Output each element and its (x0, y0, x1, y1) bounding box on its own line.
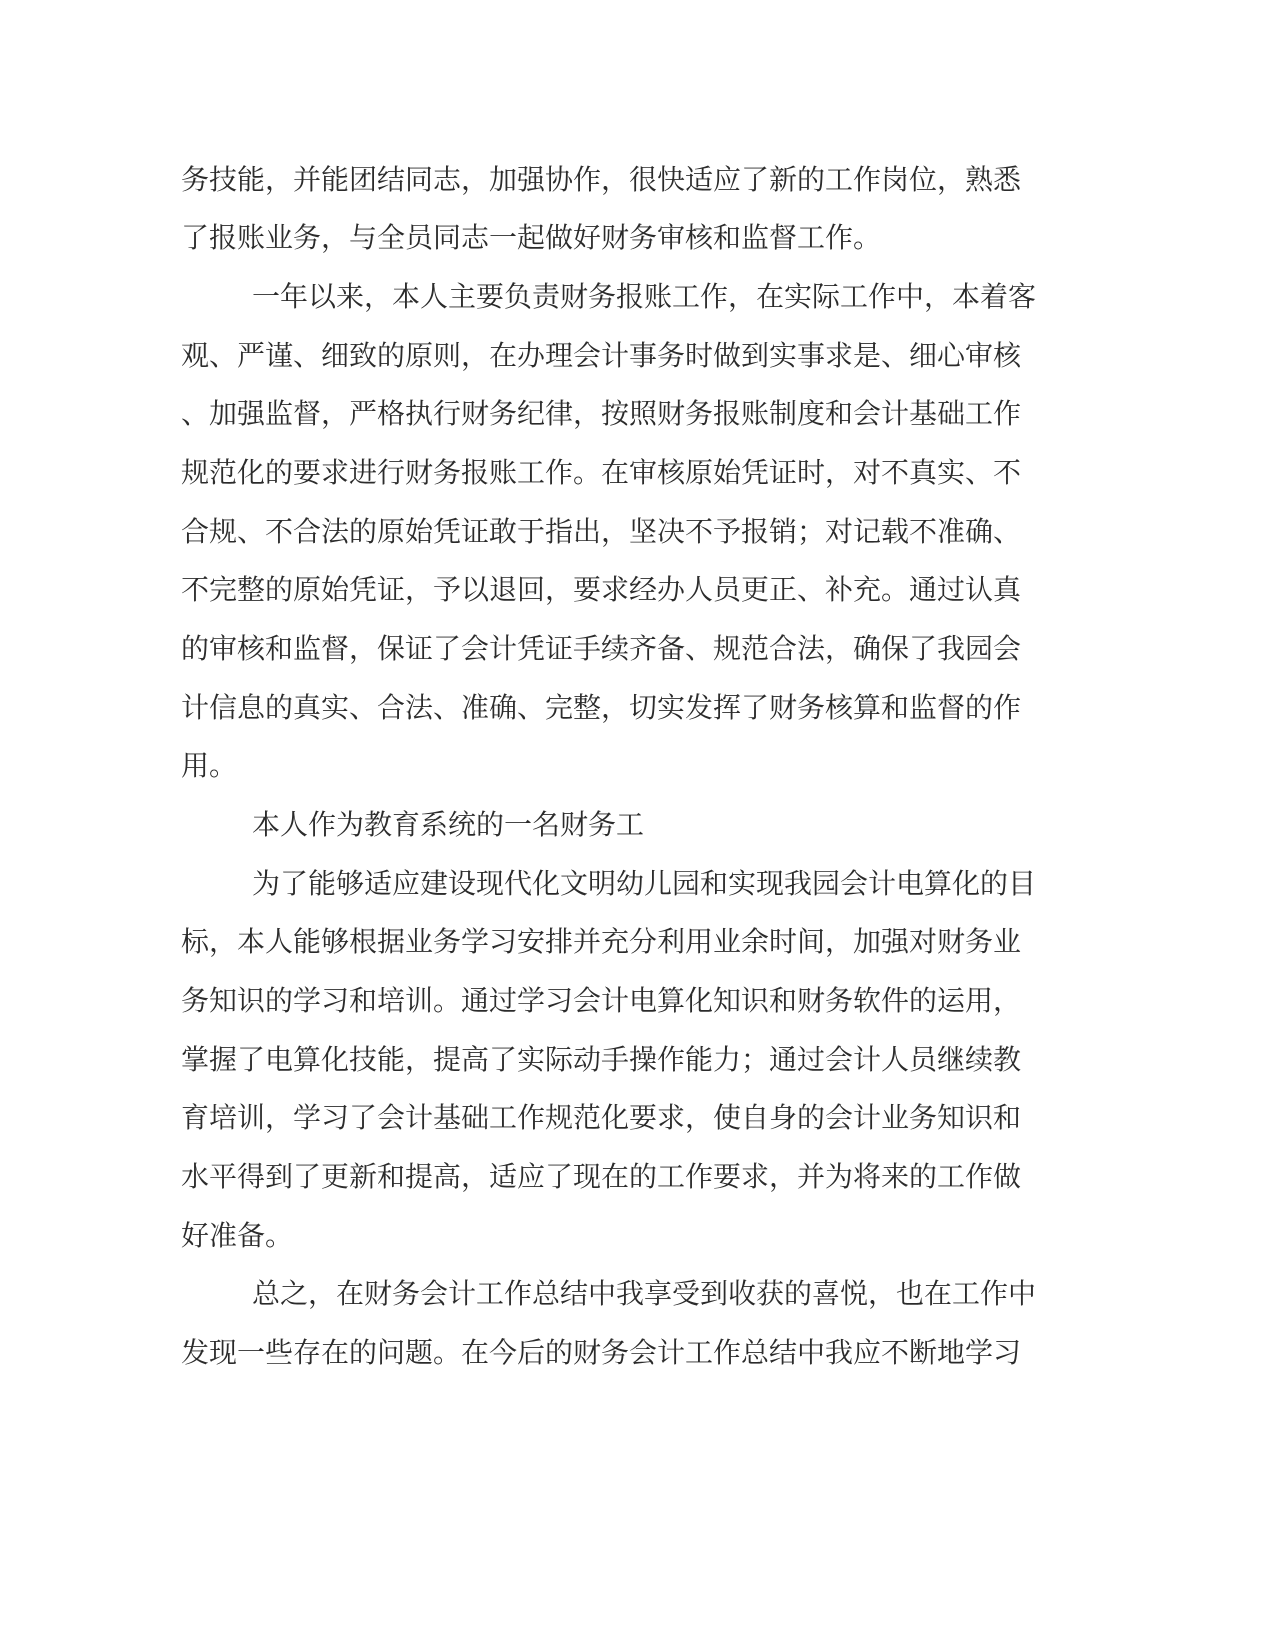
text-line: 规范化的要求进行财务报账工作。在审核原始凭证时，对不真实、不 (181, 456, 1022, 489)
text-line: 育培训，学习了会计基础工作规范化要求，使自身的会计业务知识和 (181, 1101, 1022, 1134)
text-line: 本人作为教育系统的一名财务工 (252, 808, 645, 841)
text-line: 好准备。 (181, 1219, 294, 1252)
text-line: 用。 (181, 749, 238, 782)
text-line: 观、严谨、细致的原则，在办理会计事务时做到实事求是、细心审核 (181, 339, 1022, 372)
text-line: 务技能，并能团结同志，加强协作，很快适应了新的工作岗位，熟悉 (181, 163, 1022, 196)
text-line: 水平得到了更新和提高，适应了现在的工作要求，并为将来的工作做 (181, 1160, 1022, 1193)
text-line: 标，本人能够根据业务学习安排并充分利用业余时间，加强对财务业 (181, 925, 1022, 958)
text-line: 掌握了电算化技能，提高了实际动手操作能力；通过会计人员继续教 (181, 1043, 1022, 1076)
text-line: 、加强监督，严格执行财务纪律，按照财务报账制度和会计基础工作 (181, 397, 1022, 430)
text-line: 为了能够适应建设现代化文明幼儿园和实现我园会计电算化的目 (252, 867, 1037, 900)
text-line: 总之，在财务会计工作总结中我享受到收获的喜悦，也在工作中 (252, 1277, 1037, 1310)
text-line: 的审核和监督，保证了会计凭证手续齐备、规范合法，确保了我园会 (181, 632, 1022, 665)
text-line: 一年以来，本人主要负责财务报账工作，在实际工作中，本着客 (252, 280, 1037, 313)
text-line: 了报账业务，与全员同志一起做好财务审核和监督工作。 (181, 221, 882, 254)
text-line: 不完整的原始凭证，予以退回，要求经办人员更正、补充。通过认真 (181, 573, 1022, 606)
text-line: 计信息的真实、合法、准确、完整，切实发挥了财务核算和监督的作 (181, 691, 1022, 724)
text-line: 发现一些存在的问题。在今后的财务会计工作总结中我应不断地学习 (181, 1336, 1022, 1369)
text-line: 务知识的学习和培训。通过学习会计电算化知识和财务软件的运用， (181, 984, 1022, 1017)
text-line: 合规、不合法的原始凭证敢于指出，坚决不予报销；对记载不准确、 (181, 515, 1022, 548)
